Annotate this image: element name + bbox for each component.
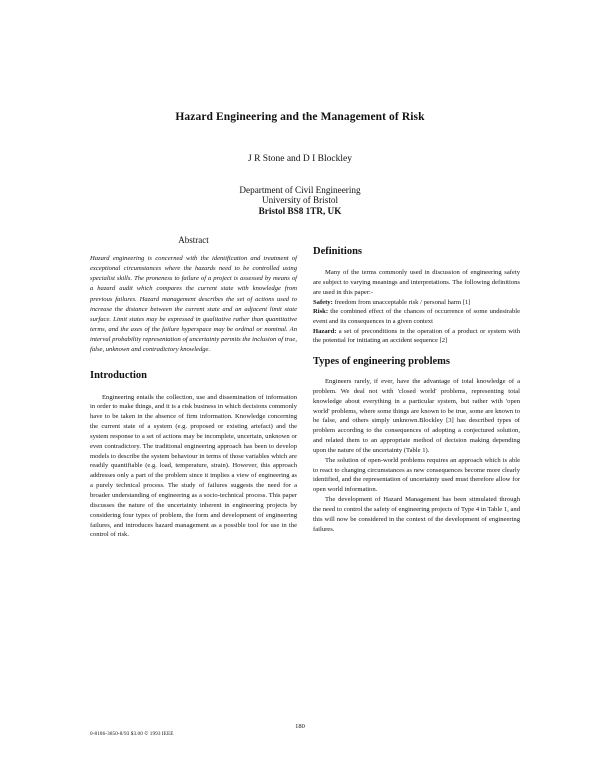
definition-item-safety: Safety: freedom from unacceptable risk / personal harm [1] xyxy=(313,298,471,306)
definition-item-hazard: Hazard: a set of preconditions in the operation of a product or system with the potential for initiating an accident sequence [2] xyxy=(313,327,520,345)
left-column xyxy=(90,235,297,540)
types-paragraph-2: The solution of open-world problems requires an approach which is able to react to changing circumstances as new consequences become more clearly identified, and the representation of uncertainty used must therefore allow for open world information. xyxy=(313,456,520,494)
right-column xyxy=(313,246,520,535)
introduction-heading: Introduction xyxy=(90,369,147,381)
abstract-heading: Abstract xyxy=(178,235,209,245)
abstract-text: Hazard engineering is concerned with the identification and treatment of exceptional circumstances where the hazards need to be controlled using specialist skills. The proneness to failure of a project is assessed by means of a hazard audit which compares the current state with knowledge from previous failures. Hazard management describes the set of actions used to increase the distance between the current state and an adjacent limit state surface. Limit states may be expressed in qualitative rather than quantitative terms, and the axes of the failure hyperspace may be ordinal or nominal. An interval probability representation of uncertainty permits the inclusion of true, false, unknown and contradictory knowledge. xyxy=(90,255,297,354)
types-paragraph-1: Engineers rarely, if ever, have the advantage of total knowledge of a problem. We deal not with 'closed world' problems, representing total knowledge about everything in a particular system, but rather with 'open world' problems, where some things are known to be true, some are known to be false, and others simply unknown.Blockley [3] has described types of problem according to the consequences of adopting a conjectured solution, and related them to an appropriate method of decision making depending upon the nature of the uncertainty (Table 1). xyxy=(313,378,520,454)
definitions-list xyxy=(313,298,520,347)
types-paragraph-3: The development of Hazard Management has been stimulated through the need to control the safety of engineering projects of Type 4 in Table 1, and this will now be considered in the context of the development of engineering failures. xyxy=(313,496,520,533)
affiliation-department: Department of Civil Engineering xyxy=(239,185,361,195)
affiliation-university: University of Bristol xyxy=(261,195,339,206)
definitions-heading: Definitions xyxy=(313,246,363,257)
definition-item-risk: Risk: the combined effect of the chances of occurrence of some undesirable event and its consequences in a given context xyxy=(313,308,520,325)
affiliation-block xyxy=(0,185,600,216)
paper-authors: J R Stone and D I Blockley xyxy=(248,154,352,164)
paper-title: Hazard Engineering and the Management of Risk xyxy=(175,111,425,123)
footer-identifier: 0-8186-3850-8/93 $3.00 © 1993 IEEE xyxy=(90,731,174,737)
affiliation-address: Bristol BS8 1TR, UK xyxy=(258,205,342,216)
definitions-intro: Many of the terms commonly used in discussion of engineering safety are subject to varying meanings and interpretations. The following definitions are used in this paper:- xyxy=(313,269,520,296)
types-heading: Types of engineering problems xyxy=(313,356,450,368)
page-number: 180 xyxy=(295,723,305,730)
introduction-paragraph: Engineering entails the collection, use and dissemination of information in order to make things, and it is a risk business in which decisions commonly have to be taken in the absence of firm information. Knowledge concerning the current state of a system (e.g. proposed or existing artefact) and the system response to a set of actions may be incomplete, uncertain, unknown or even contradictory. The traditional engineering approach has been to develop models to describe the system behaviour in terms of those variables which are readily quantifiable (e.g. load, temperature, strain). However, this approach addresses only a part of the problem since it implies a view of engineering as a purely technical process. The study of failures suggests the need for a broader understanding of engineering as a socio-technical process. This paper discusses the nature of the uncertainty inherent in engineering projects by considering four types of problem, the form and development of engineering failures, and introduces hazard management as a possible tool for use in the control of risk. xyxy=(90,393,297,539)
